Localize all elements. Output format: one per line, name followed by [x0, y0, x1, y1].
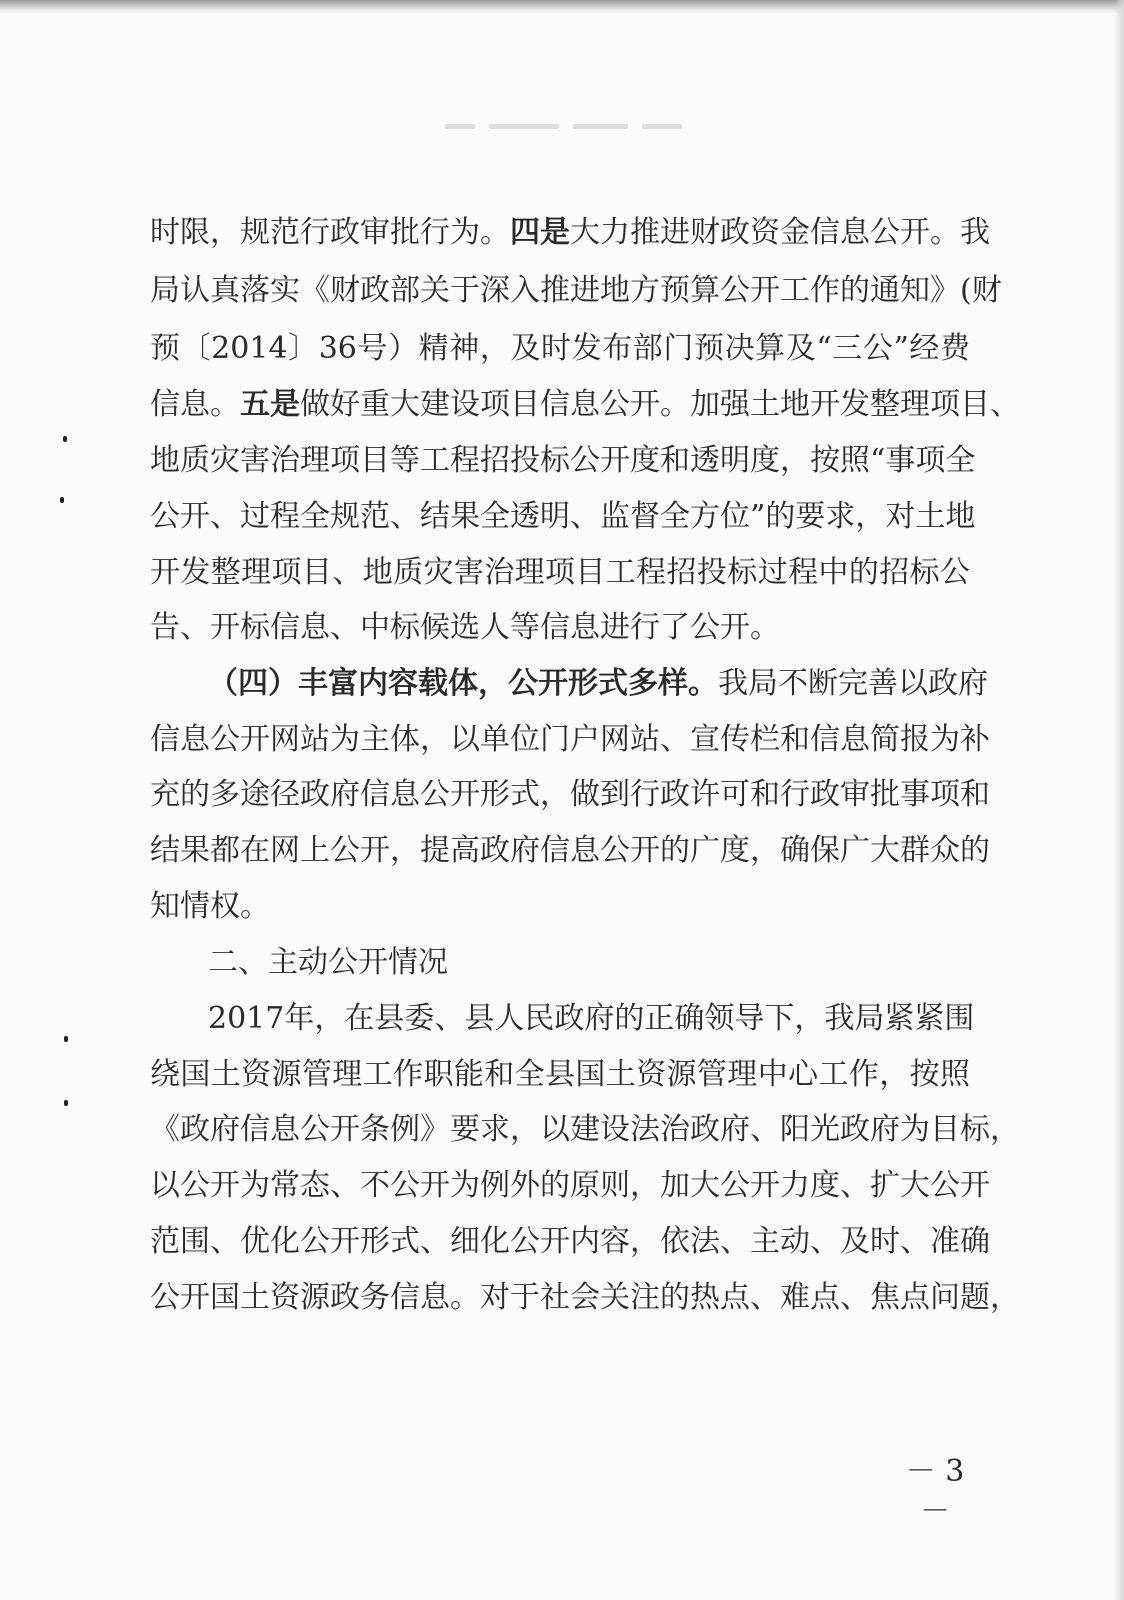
- text-line: 《政府信息公开条例》要求，以建设法治政府、阳光政府为目标，: [150, 1112, 1020, 1147]
- line-segment: 我局不断完善以政府: [718, 666, 988, 701]
- text-line: 预〔2014〕36号）精神，及时发布部门预决算及“三公”经费: [150, 331, 970, 366]
- text-line: 以公开为常态、不公开为例外的原则，加大公开力度、扩大公开: [150, 1168, 990, 1203]
- text-line: 结果都在网上公开，提高政府信息公开的广度，确保广大群众的: [150, 833, 990, 868]
- binding-hole-mark: [64, 1036, 68, 1042]
- text-line: 信息公开网站为主体，以单位门户网站、宣传栏和信息简报为补: [150, 722, 990, 757]
- subsection-title: （四）丰富内容载体，公开形式多样。: [208, 666, 718, 701]
- line-segment: 时限，规范行政审批行为。: [150, 215, 510, 250]
- faint-bleed-through-mark: [445, 124, 690, 132]
- text-line: 2017年，在县委、县人民政府的正确领导下，我局紧紧围: [208, 1001, 975, 1036]
- text-line: 公开国土资源政务信息。对于社会关注的热点、难点、焦点问题，: [150, 1280, 1020, 1315]
- scan-edge-right: [1114, 0, 1124, 1600]
- text-line: [150, 382, 1020, 428]
- bold-item-label: 四是: [510, 215, 570, 250]
- text-line: [150, 210, 990, 256]
- section-heading: 二、主动公开情况: [208, 945, 448, 980]
- text-line: 开发整理项目、地质灾害治理项目工程招投标过程中的招标公: [150, 555, 970, 590]
- text-line: 绕国土资源管理工作职能和全县国土资源管理中心工作，按照: [150, 1057, 970, 1092]
- text-line: 知情权。: [150, 889, 270, 924]
- text-line: 告、开标信息、中标候选人等信息进行了公开。: [150, 610, 780, 645]
- line-segment: 做好重大建设项目信息公开。加强土地开发整理项目、: [300, 387, 1020, 422]
- line-segment: 大力推进财政资金信息公开。我: [570, 215, 990, 250]
- scan-edge-top: [0, 0, 1124, 14]
- page-number: － 3 －: [905, 1454, 965, 1529]
- text-line: 局认真落实《财政部关于深入推进地方预算公开工作的通知》(财: [150, 273, 1002, 308]
- text-line: 地质灾害治理项目等工程招投标公开度和透明度，按照“事项全: [150, 443, 976, 478]
- text-line: 公开、过程全规范、结果全透明、监督全方位”的要求，对土地: [150, 499, 976, 534]
- text-line: [208, 661, 988, 707]
- binding-hole-mark: [60, 497, 64, 503]
- bold-item-label: 五是: [240, 387, 300, 422]
- line-segment: 信息。: [150, 387, 240, 422]
- binding-hole-mark: [63, 436, 67, 442]
- text-line: 范围、优化公开形式、细化公开内容，依法、主动、及时、准确: [150, 1224, 990, 1259]
- text-line: 充的多途径政府信息公开形式，做到行政许可和行政审批事项和: [150, 777, 990, 812]
- binding-hole-mark: [64, 1100, 68, 1106]
